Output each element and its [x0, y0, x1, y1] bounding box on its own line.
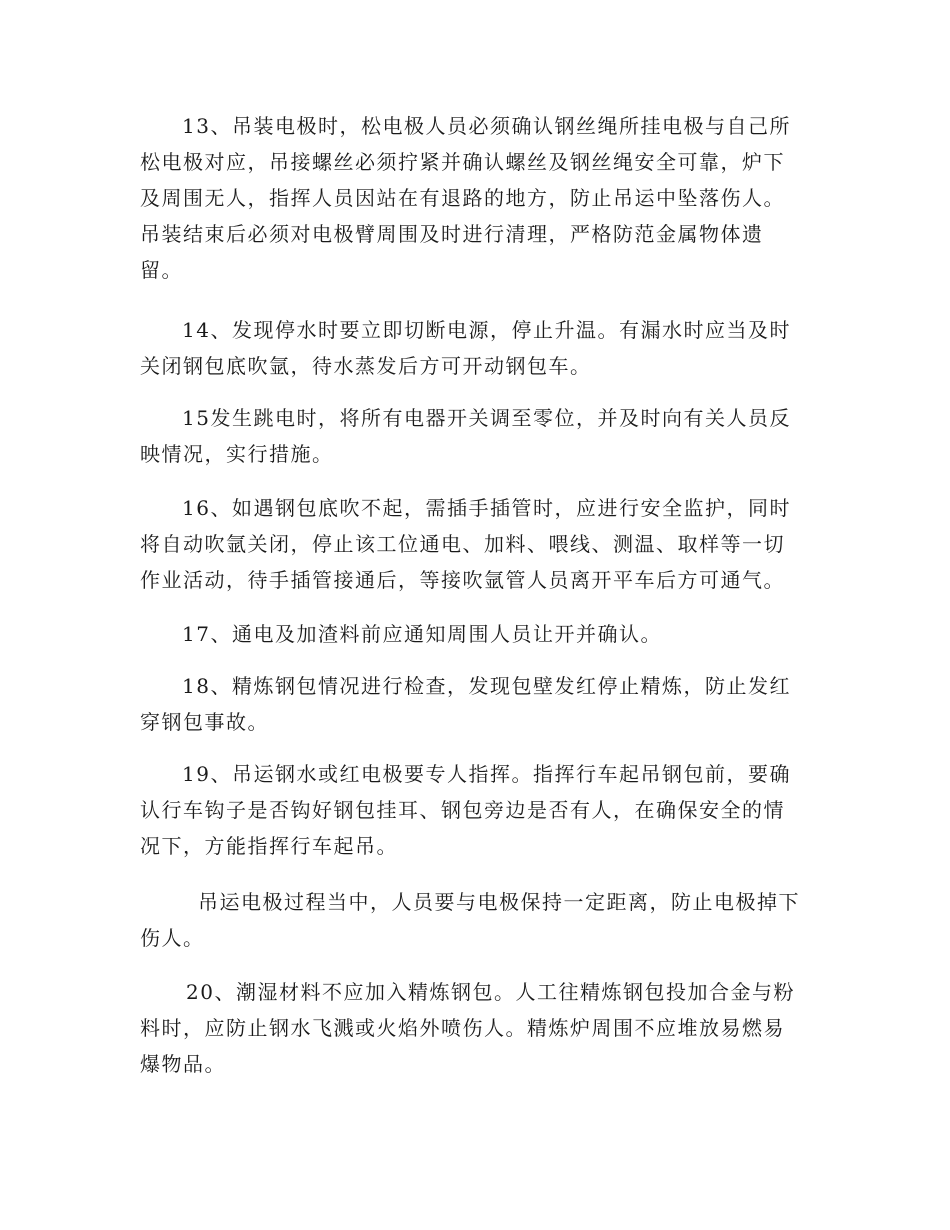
text-line: 认行车钩子是否钩好钢包挂耳、钢包旁边是否有人，在确保安全的情: [140, 798, 785, 822]
text-line: 吊装结束后必须对电极臂周围及时进行清理，严格防范金属物体遗: [140, 222, 764, 246]
text-line: 松电极对应，吊接螺丝必须拧紧并确认螺丝及钢丝绳安全可靠，炉下: [140, 150, 785, 174]
paragraph-16: [140, 490, 812, 598]
text-line: 15发生跳电时，将所有电器开关调至零位，并及时向有关人员反: [182, 406, 791, 430]
text-line: 20、潮湿材料不应加入精炼钢包。人工往精炼钢包投加合金与粉: [186, 980, 795, 1004]
paragraph-15: [140, 400, 812, 472]
paragraph-13: [140, 108, 812, 288]
text-line: 18、精炼钢包情况进行检查，发现包壁发红停止精炼，防止发红: [182, 674, 791, 698]
text-line: 及周围无人，指挥人员因站在有退路的地方，防止吊运中坠落伤人。: [140, 186, 785, 210]
paragraph-19: [140, 756, 812, 864]
text-line: 伤人。: [140, 926, 205, 950]
text-line: 映情况，实行措施。: [140, 442, 334, 466]
paragraph-18: [140, 668, 812, 740]
text-line: 料时，应防止钢水飞溅或火焰外喷伤人。精炼炉周围不应堆放易燃易: [140, 1016, 785, 1040]
text-line: 吊运电极过程当中，人员要与电极保持一定距离，防止电极掉下: [198, 890, 800, 914]
text-line: 14、发现停水时要立即切断电源，停止升温。有漏水时应当及时: [182, 318, 791, 342]
paragraph-17: [140, 616, 812, 652]
text-line: 将自动吹氩关闭，停止该工位通电、加料、喂线、测温、取样等一切: [140, 532, 785, 556]
text-line: 爆物品。: [140, 1052, 226, 1076]
text-line: 16、如遇钢包底吹不起，需插手插管时，应进行安全监护，同时: [182, 496, 791, 520]
paragraph-19-continued: [140, 884, 812, 956]
text-line: 17、通电及加渣料前应通知周围人员让开并确认。: [182, 622, 662, 646]
text-line: 作业活动，待手插管接通后，等接吹氩管人员离开平车后方可通气。: [140, 568, 785, 592]
text-line: 关闭钢包底吹氩，待水蒸发后方可开动钢包车。: [140, 354, 592, 378]
text-line: 19、吊运钢水或红电极要专人指挥。指挥行车起吊钢包前，要确: [182, 762, 791, 786]
paragraph-14: [140, 312, 812, 384]
text-line: 况下，方能指挥行车起吊。: [140, 834, 398, 858]
text-line: 13、吊装电极时，松电极人员必须确认钢丝绳所挂电极与自己所: [182, 114, 791, 138]
paragraph-20: [140, 974, 812, 1082]
text-line: 留。: [140, 258, 183, 282]
text-line: 穿钢包事故。: [140, 710, 269, 734]
